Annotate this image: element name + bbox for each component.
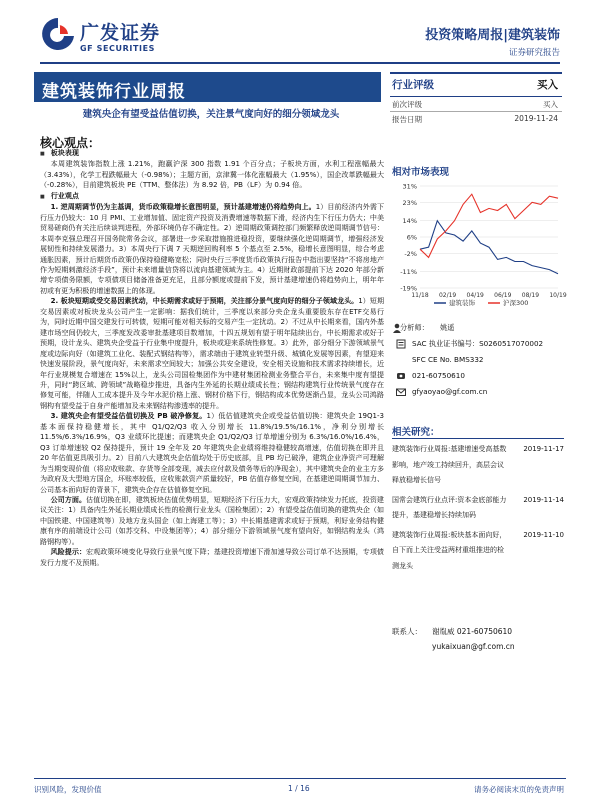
contact-email-row [392,642,564,656]
sac-number: SAC 执业证书编号：S0260517070002 [412,339,544,348]
phone-icon [396,371,406,381]
title-banner [34,72,381,102]
related-item[interactable] [392,493,564,524]
point-3-lead: 3. 建筑央企有望受益估值切换及 PB 破净修复。 [50,411,207,421]
related-item-date: 2019-11-14 [523,495,564,504]
x-tick-label: 10/19 [549,292,567,299]
sfc-number: SFC CE No. BMS332 [412,355,484,364]
analyst-label: 分析师： [400,323,429,332]
y-tick-label: 14% [402,217,417,226]
sac-row [392,338,564,354]
company-lead: 公司方面。 [50,494,87,504]
legend-label: 建筑装饰 [449,299,475,307]
page-title: 建筑装饰行业周报 [42,82,186,102]
related-item-title[interactable]: 国常会建筑行业点评:资本金底部能力提升，基建稳增长持续加码 [392,495,507,519]
contact-name-row [392,626,564,642]
x-tick-label: 08/19 [521,292,540,299]
company-text: 估值切换在即，建筑板块估值优势明显，短期经济下行压力大，宏观政策持续发力托底，投资建议关注：1）具备内生外延长期业绩成长性的检测行业龙头（国检集团）；2）有望受益估值切换的建筑央企（如中国铁建、中国建筑等）及地方龙头国企（如上海建工等）；3）中长期基建需求或好于预期，利好业务结构健康有序的前端设计公司（如苏交科、中设集团等）；4）部分细分下游领域景气度有望向好，如钢结构龙头（鸿路钢构等）。 [40,494,384,546]
rating-bar [390,72,562,97]
paragraph-point-3 [40,411,384,495]
rating-value: 买入 [537,79,558,91]
y-tick-label: -2% [404,249,417,258]
prev-rating-label: 前次评级 [392,100,422,109]
page-number: 1 / 16 [288,784,310,793]
report-type: 投资策略周报|建筑装饰 [425,28,560,43]
prev-rating-row [390,97,562,112]
contact-name: 谢胤威 021-60750610 [432,627,513,636]
analyst-name: 姚遥 [440,323,455,332]
point-3-text: 1）低估值建筑央企或受益估值切换：建筑央企 19Q1-3 基本面保持稳健增长，其中 Q1/Q2/Q3 收入分别增长 11.8%/19.5%/16.1%，净利分别增长 11.5%/6.3%/16.9%，Q3 业绩环比提速；而建筑央企 Q1/Q2/Q3 订单增速分别为 6.3%/16.0%/16.4%，Q3 订单增速较 Q2 保持提升，预计 19 全年及 20 年建筑央企业绩将维持稳健较高增速，估值切换在即并且 20 年估值更具吸引力。2）目前八大建筑央企估值均处于历史底部，且 PB 均已破净，建筑企业净资产可理解为当期变现价值（将应收账款、存货等全部变现，减去应付款及债务等后的净现金），其中建筑央企的业主方多为政府及大型地方国企，坏账率较低，应收账款资产质量较好，PB 估值存修复空间，在基建逆周期调节加力、公司基本面向好的背景下，建筑央企存在估值修复空间。 [40,411,384,494]
analyst-email[interactable]: gfyaoyao@gf.com.cn [412,387,488,396]
sfc-row [392,354,564,370]
certificate-icon [396,339,406,349]
rating-box [390,72,562,126]
report-category: 证券研究报告 [508,48,560,58]
related-item-date: 2019-11-17 [523,445,564,453]
related-item[interactable] [392,528,564,575]
related-item[interactable] [392,442,564,489]
contact-label: 联系人： [392,627,422,636]
risk-lead: 风险提示： [50,547,87,557]
logo-text-cn: 广发证券 [80,22,161,44]
related-item-title[interactable]: 建筑装饰行业周报:板块基本面向好，自下而上关注受益两材重组推进的检测龙头 [392,530,507,570]
contact-block [392,626,564,656]
headline: 建筑央企有望受益估值切换，关注景气度向好的细分领域龙头 [82,109,340,120]
disclaimer-note: 请务必阅读末页的免责声明 [474,785,564,794]
email-icon [396,387,406,397]
email-row [392,386,564,402]
related-research-title: 相关研究： [392,427,440,438]
y-tick-label: 6% [406,233,417,242]
section-head-performance: ■ 板块表现 [40,148,384,159]
x-tick-label: 06/19 [494,292,512,299]
chart-title: 相对市场表现 [392,167,450,178]
core-views-title: 核心观点： [40,136,101,150]
paragraph-company [40,495,384,547]
analyst-name-row [392,322,564,338]
point-2-text: 1）短期交易因素或对板块龙头公司产生一定影响：据我们统计，三季度以来部分央企龙头重要股东存在ETF交易行为，同时近期中国交建发行可转债，短期可能对相关标的交易产生一定扰动。2）不过从中长期来看，国内外基建市场空间仍较大，三季度发改委审批基建项目数增加，十四五规划有望于明年陆续出台，中长期需求或好于预期，设计龙头、建筑央企受益于行业集中度提升，板块或迎来系统性修复。3）此外，部分细分下游领域景气度或边际向好（如建筑工业化、装配式钢结构等），需求端由于建筑业转型升级、城镇化发展等因素，有望迎来快速发展阶段，景气度向好，未来需求空间较大；加强公共安全建设，安全相关设施和技术需求持续增长，近年行业规模复合增速在 15%以上，龙头公司国检集团作为中建材集团检测业务整合平台，未来集中度有望提升，同时“跨区域、跨领域”战略稳步推进，具备内生外延的长期业绩成长性；钢结构建筑行业传统景气度存在修复可能，伴随人工成本提升及今年水泥价格上涨、钢材价格下行，钢结构成本优势逐渐凸显，龙头公司鸿路钢构有望受益于自身产能增加及未来钢结构渗透率的提升。 [40,296,384,410]
y-tick-label: -11% [400,268,417,277]
contact-email[interactable]: yukaixuan@gf.com.cn [432,642,515,651]
report-date-row [390,112,562,126]
risk-text: 宏观政策环境变化导致行业景气度下降；基建投资增速下滑加速导致公司订单不达预期，专项债发行力度不及预期。 [40,547,384,567]
paragraph-point-1 [40,202,384,296]
legend-label: 沪深300 [503,299,529,307]
point-2-lead: 2. 板块短期或受交易因素扰动，中长期需求或好于预期，关注部分景气度向好的细分子领域龙头。 [50,296,359,306]
analyst-phone: 021-60750610 [412,371,465,380]
core-views-body [40,148,384,773]
related-item-title[interactable]: 建筑装饰行业周报:基建增速受高基数影响，地产竣工持续回升，高层会议释放稳增长信号 [392,445,507,484]
report-date-value: 2019-11-24 [514,114,558,123]
logo-text-en: GF SECURITIES [80,44,156,53]
section-head-industry-view: ■ 行业观点 [40,191,384,202]
x-tick-label: 04/19 [466,292,484,299]
report-date-label: 报告日期 [392,115,422,124]
point-1-text: 1）目前经济内外需下行压力仍较大：10 月 PMI、工业增加值、固定资产投资及消费增速等数据下滑，经济内生下行压力仍大；中美贸易磋商仍有关注后续谈判进程，外部环境仍存不确定性。2）逆周期政策调控部门频繁释放逆周期调节信号：本周李克强总理召开国务院常务会议，部署进一步采取措施推进稳投资，要继续强化逆周期调节，增强经济发展韧性和持续发展潜力。3）本周央行下调 7 天期逆回购利率 5 个基点至 2.5%，稳增长意图明显，综合考虑通胀因素，预计后期货币政策仍保持稳健略宽松；同时央行三季度货币政策执行报告中指出要坚持“不将房地产作为短期刺激经济手段”，预计未来增量信贷将以流向基建领域为主。4）近期财政部提前下达 2020 年部分新增专项债务限额，专项债项目储备准备更充足，且部分额度或提前下发，预计基建增速仍将趋势向上，明年年初或有更为积极的增速数据上的体现。 [40,202,384,295]
phone-row [392,370,564,386]
y-tick-label: -19% [400,284,417,293]
rating-label: 行业评级 [392,79,434,91]
gf-logo-icon [40,16,76,54]
related-divider [392,438,564,439]
paragraph-performance: 本周建筑装饰指数上涨 1.21%，跑赢沪深 300 指数 1.91 个百分点；子板块方面，水利工程涨幅最大（3.43%），化学工程跌幅最大（-0.98%）；主题方面，京津冀一体化涨幅最大（1.95%），国企改革跌幅最大（-0.28%），目前建筑板块 PE（TTM、整体法）为 8.92 倍，PB（LF）为 0.94 倍。 [40,159,384,190]
logo [40,16,160,62]
x-tick-label: 02/19 [438,292,457,299]
related-item-date: 2019-11-10 [523,530,564,539]
footer-divider [34,778,566,779]
paragraph-point-2 [40,296,384,411]
footer-slogan: 识别风险，发现价值 [34,785,102,794]
y-tick-label: 31% [402,182,417,191]
relative-performance-chart [392,180,567,310]
x-tick-label: 11/18 [411,292,429,299]
series-line-construction [420,221,558,274]
y-tick-label: 23% [402,198,417,207]
paragraph-risk [40,547,384,568]
point-1-lead: 1. 逆周期调节仍为主基调，货币政策稳增长意图明显，预计基建增速仍将趋势向上。 [50,202,316,212]
header-divider [40,62,560,64]
related-research-list [392,442,564,578]
analyst-block [392,322,564,402]
prev-rating-value: 买入 [543,100,558,109]
